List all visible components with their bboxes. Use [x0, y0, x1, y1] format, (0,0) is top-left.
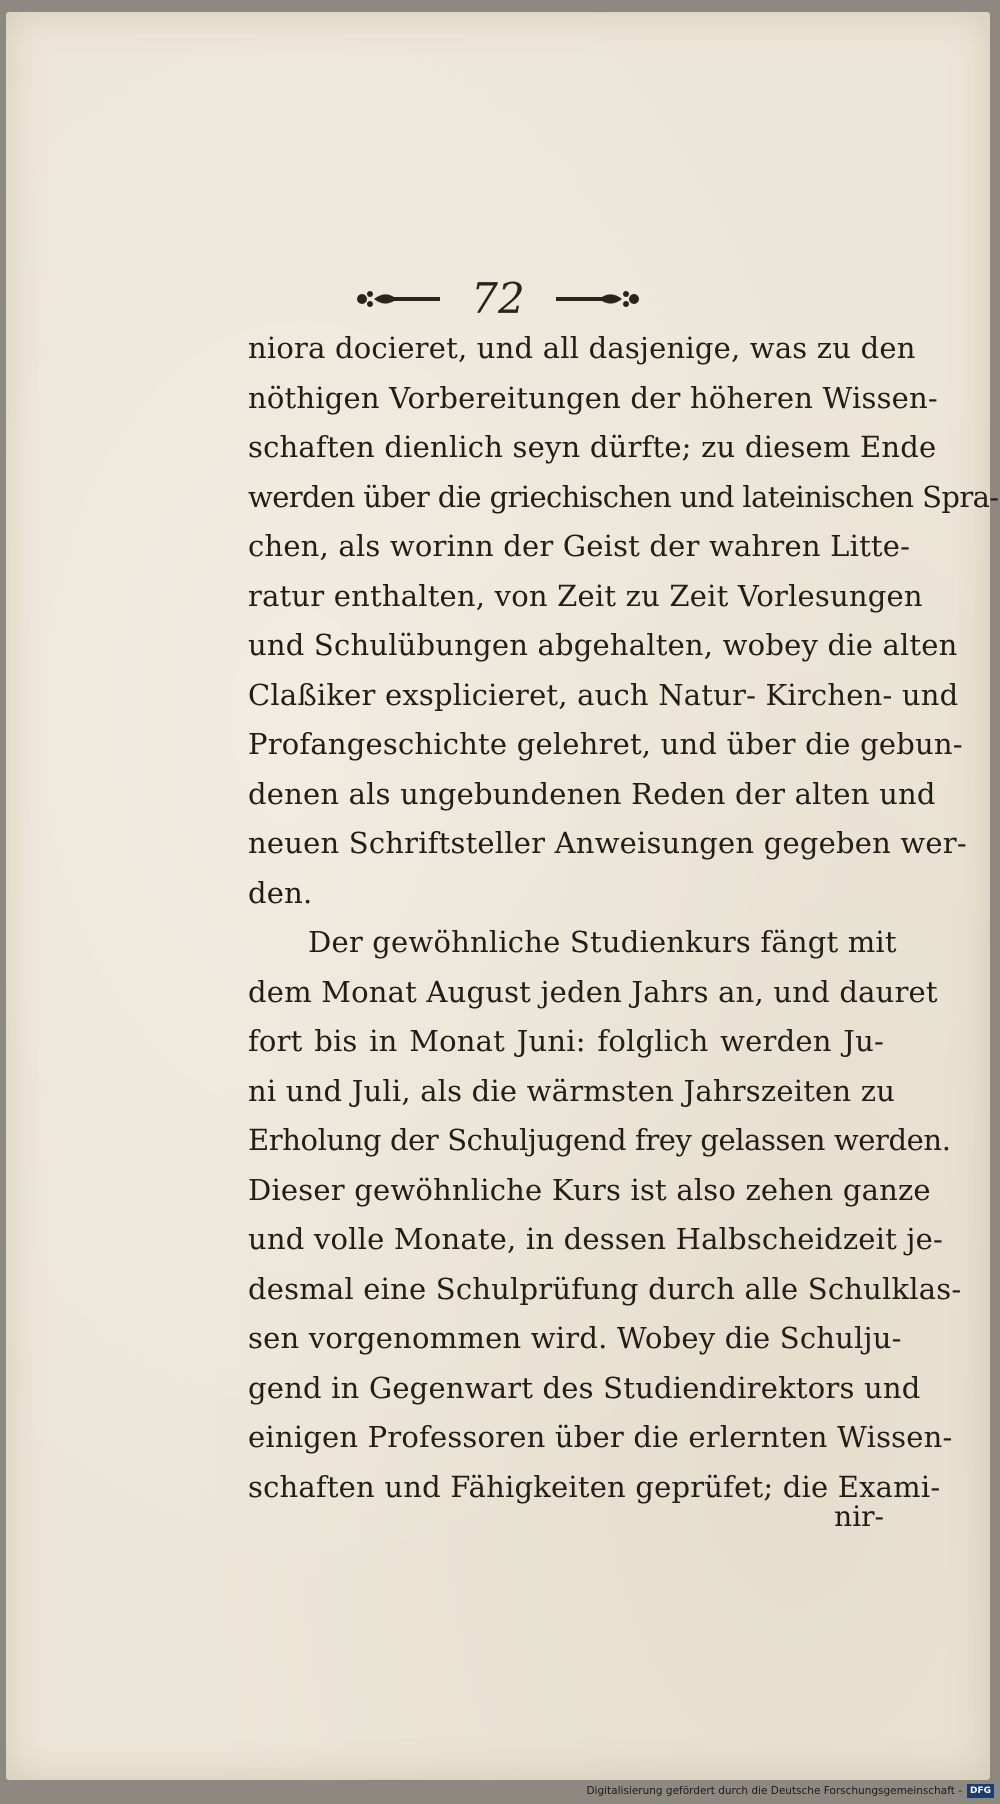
- dfg-logo-icon: DFG: [967, 1784, 994, 1798]
- paragraph-start-line: Der gewöhnliche Studienkurs fängt mit: [308, 925, 897, 959]
- text-line: desmal eine Schulprüfung durch alle Schulklas-: [248, 1271, 962, 1306]
- text-line: Erholung der Schuljugend frey gelassen werden.: [248, 1123, 951, 1157]
- text-line: chen, als worinn der Geist der wahren Litte-: [248, 529, 911, 563]
- text-line: gend in Gegenwart des Studiendirektors und: [248, 1370, 921, 1405]
- digitization-credit: [586, 1782, 994, 1800]
- page-number: 72: [471, 274, 525, 323]
- text-line: den.: [248, 875, 313, 910]
- text-line: schaften und Fähigkeiten geprüfet; die Exami-: [248, 1469, 941, 1504]
- page-header: [6, 274, 990, 323]
- catchword: nir-: [834, 1500, 884, 1533]
- right-ornament-icon: [552, 287, 642, 311]
- text-line: Profangeschichte gelehret, und über die gebun-: [248, 727, 963, 761]
- text-line: und Schulübungen abgehalten, wobey die alten: [248, 628, 958, 662]
- text-line: dem Monat August jeden Jahrs an, und dauret: [248, 974, 938, 1009]
- text-line: niora docieret, und all dasjenige, was zu den: [248, 331, 916, 365]
- text-line: sen vorgenommen wird. Wobey die Schulju-: [248, 1321, 902, 1355]
- text-line: ni und Juli, als die wärmsten Jahrszeiten zu: [248, 1073, 896, 1108]
- text-line: Dieser gewöhnliche Kurs ist also zehen ganze: [248, 1172, 931, 1207]
- left-ornament-icon: [354, 287, 444, 311]
- credit-text: Digitalisierung gefördert durch die Deutsche Forschungsgemeinschaft -: [586, 1785, 962, 1797]
- text-line: fort bis in Monat Juni: folglich werden Ju-: [248, 1024, 884, 1058]
- text-line: werden über die griechischen und lateinischen Spra-: [248, 479, 999, 514]
- text-line: und volle Monate, in dessen Halbscheidzeit je-: [248, 1222, 943, 1256]
- text-line: einigen Professoren über die erlernten Wissen-: [248, 1420, 953, 1454]
- text-line: Claßiker exsplicieret, auch Natur- Kirchen- und: [248, 677, 959, 712]
- book-page: [6, 12, 999, 1780]
- text-line: nöthigen Vorbereitungen der höheren Wissen-: [248, 380, 938, 415]
- text-line: ratur enthalten, von Zeit zu Zeit Vorlesungen: [248, 578, 923, 613]
- text-line: denen als ungebundenen Reden der alten und: [248, 776, 936, 811]
- text-line: schaften dienlich seyn dürfte; zu diesem Ende: [248, 430, 937, 464]
- body-text: [248, 324, 999, 1512]
- text-line: neuen Schriftsteller Anweisungen gegeben wer-: [248, 826, 967, 860]
